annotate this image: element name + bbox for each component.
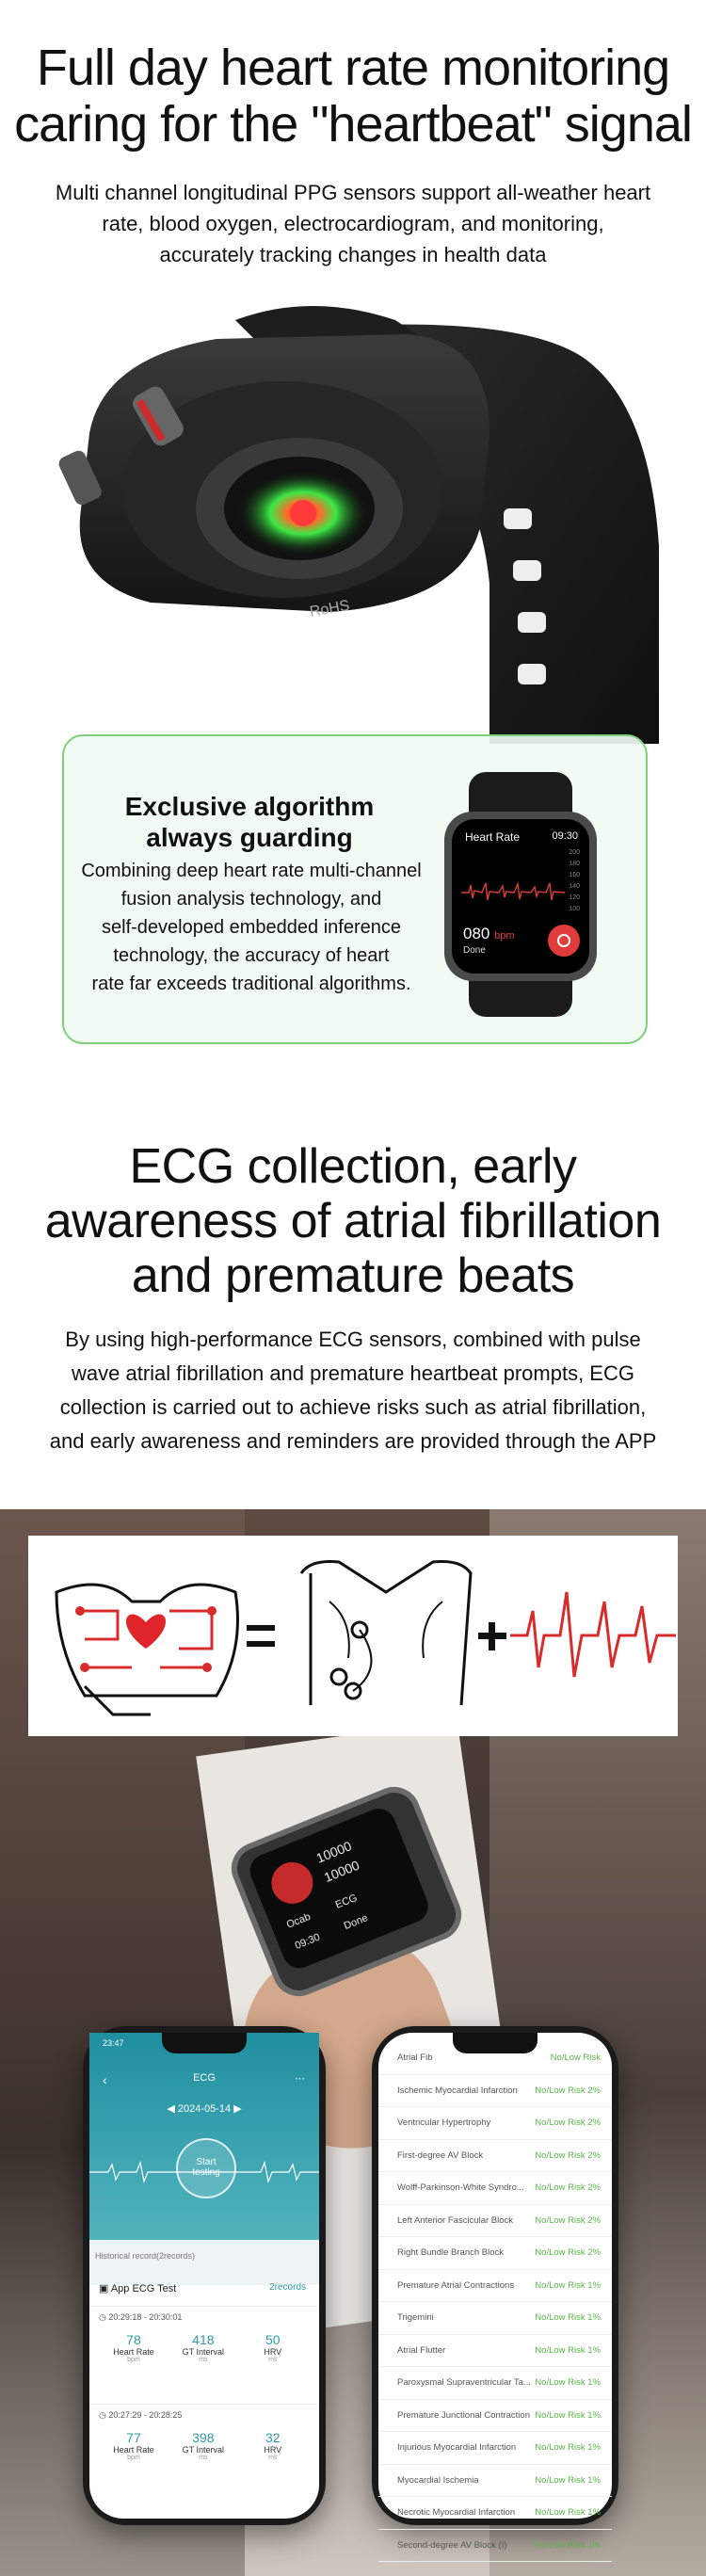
section2-body: [28, 1323, 678, 1458]
risk-name: Second-degree AV Block (I): [397, 2539, 507, 2551]
card-title-line: always guarding: [146, 823, 353, 852]
risk-name: Right Bundle Branch Block: [397, 2247, 505, 2259]
watch-done-label: Done: [463, 945, 486, 956]
risk-row[interactable]: [378, 2367, 612, 2400]
risk-value: No/Low Risk 2%: [535, 2214, 601, 2226]
wrist-done: Done: [342, 1912, 370, 1933]
prev-date-icon[interactable]: ◀: [167, 2103, 178, 2115]
risk-name: Atrial Fib: [397, 2053, 433, 2064]
risk-name: Premature Junctional Contraction: [397, 2409, 530, 2421]
subtitle-line: Multi channel longitudinal PPG sensors support all-weather heart: [55, 181, 651, 204]
date-value: 2024-05-14: [177, 2103, 232, 2115]
title-line: and premature beats: [131, 1248, 575, 1303]
watch-ecg-wave: [461, 877, 565, 906]
risk-name: Atrial Flutter: [397, 2344, 446, 2356]
risk-value: No/Low Risk 1%: [535, 2507, 601, 2519]
risk-row[interactable]: [378, 2530, 612, 2563]
test-title-text: App ECG Test: [110, 2283, 177, 2294]
card-title-line: Exclusive algorithm: [124, 792, 375, 821]
card-body-line: fusion analysis technology, and: [120, 889, 382, 910]
start-testing-button[interactable]: [176, 2138, 236, 2198]
record-stat: [238, 2430, 308, 2461]
stat-value: 398: [192, 2430, 215, 2445]
risk-name: First-degree AV Block: [397, 2149, 484, 2161]
card-body-line: rate far exceeds traditional algorithms.: [91, 974, 411, 994]
axis-tick: 120: [569, 894, 580, 901]
risk-row[interactable]: [378, 2205, 612, 2238]
risk-name: Necrotic Myocardial Infarction: [397, 2507, 516, 2519]
watch-title: Heart Rate: [465, 830, 521, 844]
stat-unit: bpm: [127, 2357, 140, 2363]
wrist-value-2: 10000: [321, 1857, 362, 1886]
axis-tick: 160: [569, 872, 580, 878]
stat-value: 50: [265, 2332, 281, 2347]
watch-screen: [452, 819, 589, 974]
card-body-line: Combining deep heart rate multi-channel: [81, 861, 422, 881]
risk-row[interactable]: [378, 2237, 612, 2270]
watch-back-illustration: [0, 301, 706, 744]
risk-value: No/Low Risk 1%: [535, 2442, 601, 2454]
risk-row[interactable]: [378, 2270, 612, 2303]
risk-value: No/Low Risk 1%: [535, 2474, 601, 2486]
card-body: [77, 857, 425, 998]
body-line: collection is carried out to achieve risks such as atrial fibrillation,: [59, 1395, 647, 1419]
record-icon: [265, 1856, 319, 1909]
bpm-unit: bpm: [494, 930, 515, 942]
section1-subtitle: [28, 177, 678, 270]
section2-title: [0, 1139, 706, 1303]
history-bar: [89, 2240, 319, 2285]
watch-stop-button[interactable]: [548, 925, 580, 957]
heart-icon: [126, 1615, 166, 1649]
wrist-time: 09:30: [293, 1931, 322, 1953]
stat-label: HRV: [264, 2347, 282, 2357]
record-stat: [238, 2332, 308, 2363]
share-icon[interactable]: ⋯: [295, 2073, 305, 2085]
doc-icon: ▣: [99, 2283, 111, 2294]
heart-rate-watch: [441, 772, 601, 1017]
bpm-value: 080: [463, 925, 490, 942]
stat-value: 77: [126, 2430, 141, 2445]
start-label: testing: [192, 2167, 220, 2178]
stat-unit: ms: [268, 2357, 278, 2363]
record-row[interactable]: [89, 2404, 319, 2502]
phone-notch: [162, 2033, 247, 2053]
stat-label: Heart Rate: [113, 2347, 154, 2357]
right-phone-screen: [378, 2033, 612, 2551]
stat-label: GT Interval: [182, 2445, 225, 2455]
test-title: [99, 2282, 176, 2294]
body-line: wave atrial fibrillation and premature heartbeat prompts, ECG: [72, 1361, 634, 1385]
record-stat: [168, 2430, 238, 2461]
stat-value: 78: [126, 2332, 141, 2347]
record-stat: [99, 2332, 168, 2363]
ecg-page-title: ECG: [193, 2072, 216, 2084]
risk-row[interactable]: [378, 2335, 612, 2368]
right-phone: [372, 2026, 618, 2551]
risk-row[interactable]: [378, 2042, 612, 2075]
record-stats: [99, 2430, 310, 2461]
wrist-value-1: 10000: [313, 1838, 354, 1866]
risk-value: No/Low Risk 1%: [535, 2409, 601, 2421]
risk-name: Ischemic Myocardial Infarction: [397, 2085, 518, 2096]
risk-value: No/Low Risk 2%: [535, 2247, 601, 2259]
title-line: ECG collection, early: [129, 1139, 577, 1194]
stat-value: 32: [265, 2430, 281, 2445]
rohs-label: RoHS: [308, 597, 351, 620]
risk-row[interactable]: [378, 2140, 612, 2173]
watch-bpm: [463, 925, 515, 943]
risk-name: Premature Atrial Contractions: [397, 2279, 515, 2291]
record-time: ◷ 20:27:29 - 20:28:25: [99, 2410, 183, 2420]
body-line: By using high-performance ECG sensors, combined with pulse: [65, 1328, 641, 1351]
risk-value: No/Low Risk 1%: [535, 2344, 601, 2356]
risk-value: No/Low Risk 2%: [535, 2149, 601, 2161]
card-body-line: technology, the accuracy of heart: [113, 945, 390, 966]
risk-row[interactable]: [378, 2107, 612, 2140]
risk-row[interactable]: [378, 2172, 612, 2205]
risk-value: No/Low Risk 2%: [535, 2117, 601, 2129]
risk-name: Paroxysmal Supraventricular Ta...: [397, 2377, 531, 2389]
record-time: ◷ 20:29:18 - 20:30:01: [99, 2312, 183, 2322]
axis-tick: 100: [569, 906, 580, 912]
risk-value: No/Low Risk 1%: [535, 2279, 601, 2291]
back-icon[interactable]: ‹: [103, 2072, 107, 2087]
risk-value: No/Low Risk: [550, 2053, 601, 2064]
test-count[interactable]: 2records: [269, 2282, 306, 2293]
left-phone: [83, 2026, 326, 2525]
risk-value: No/Low Risk 2%: [535, 2182, 601, 2194]
start-label: Start: [196, 2157, 217, 2167]
stop-icon: [557, 934, 570, 947]
risk-value: No/Low Risk 1%: [535, 2539, 601, 2551]
title-line: Full day heart rate monitoring: [36, 40, 670, 96]
watch-time: 09:30: [552, 830, 578, 842]
risk-name: Injurious Myocardial Infarction: [397, 2442, 517, 2454]
risk-name: Trigemini: [397, 2312, 434, 2324]
stat-unit: ms: [268, 2455, 278, 2461]
risk-value: No/Low Risk 1%: [535, 2312, 601, 2324]
status-time: 23:47: [103, 2038, 124, 2048]
risk-name: Left Anterior Fascicular Block: [397, 2214, 514, 2226]
body-line: and early awareness and reminders are provided through the APP: [49, 1429, 657, 1453]
risk-row[interactable]: [378, 2465, 612, 2498]
history-label: Historical record(2records): [95, 2251, 196, 2261]
stat-unit: ms: [199, 2357, 208, 2363]
left-phone-screen: [89, 2033, 319, 2519]
title-line: awareness of atrial fibrillation: [44, 1194, 662, 1248]
ecg-equation-illustration: [28, 1536, 678, 1736]
risk-row[interactable]: [378, 2302, 612, 2335]
title-line: caring for the "heartbeat" signal: [14, 96, 692, 153]
subtitle-line: accurately tracking changes in health data: [159, 243, 547, 266]
ecg-illustration-banner: [28, 1536, 678, 1736]
risk-name: Ventricular Hypertrophy: [397, 2117, 491, 2129]
stat-unit: bpm: [127, 2455, 140, 2461]
stat-label: Heart Rate: [113, 2445, 154, 2455]
risk-row[interactable]: [378, 2432, 612, 2465]
risk-name: Myocardial Ischemia: [397, 2474, 479, 2486]
records-list: [89, 2306, 319, 2502]
risk-value: No/Low Risk 2%: [535, 2085, 601, 2096]
wrist-label-1: Ocab: [284, 1910, 313, 1931]
record-stat: [168, 2332, 238, 2363]
section1-title: [0, 40, 706, 153]
axis-tick: 180: [569, 861, 580, 867]
card-title: [89, 791, 409, 853]
risk-name: Wolff-Parkinson-White Syndro...: [397, 2182, 524, 2194]
risk-list: [378, 2042, 612, 2562]
risk-row[interactable]: [378, 2075, 612, 2108]
stat-label: GT Interval: [182, 2347, 225, 2357]
wrist-label-2: ECG: [333, 1892, 360, 1911]
record-row[interactable]: [89, 2306, 319, 2404]
axis-tick: 140: [569, 883, 580, 890]
stat-label: HRV: [264, 2445, 282, 2455]
watch-back-image: [0, 301, 706, 744]
stat-unit: ms: [199, 2455, 208, 2461]
risk-row[interactable]: [378, 2400, 612, 2433]
subtitle-line: rate, blood oxygen, electrocardiogram, and monitoring,: [102, 212, 604, 235]
record-stat: [99, 2430, 168, 2461]
stat-value: 418: [192, 2332, 215, 2347]
date-selector[interactable]: [89, 2102, 319, 2115]
risk-row[interactable]: [378, 2497, 612, 2530]
next-date-icon[interactable]: ▶: [231, 2103, 242, 2115]
record-stats: [99, 2332, 310, 2363]
risk-value: No/Low Risk 1%: [535, 2377, 601, 2389]
axis-tick: 200: [569, 849, 580, 856]
card-body-line: self-developed embedded inference: [102, 917, 401, 938]
